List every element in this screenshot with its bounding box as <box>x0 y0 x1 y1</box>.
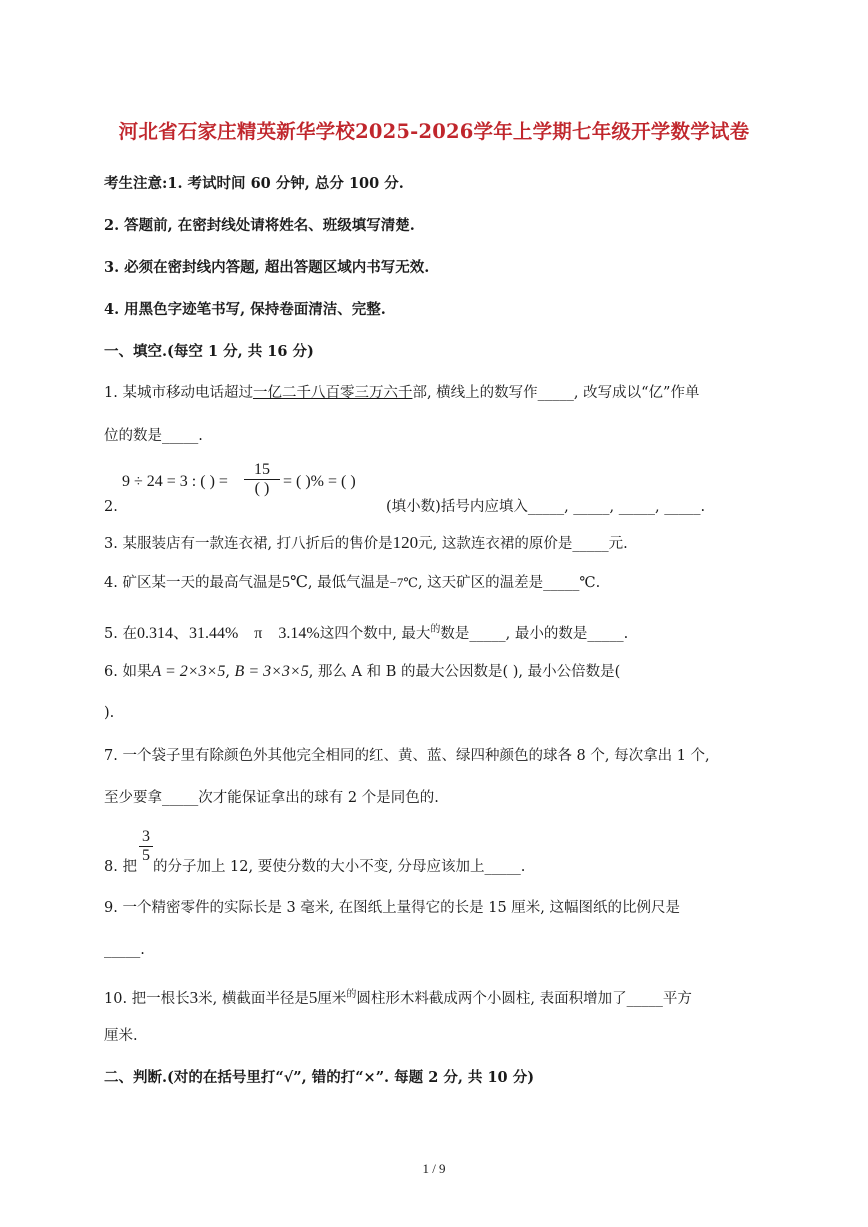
question-6-line-2: ). <box>104 705 115 721</box>
notice-3: 3. 必须在密封线内答题, 超出答题区域内书写无效. <box>104 259 430 276</box>
q8-fraction-numerator: 3 <box>139 828 153 847</box>
q6-prefix: 6. 如果 <box>104 664 152 680</box>
q4-mid: , 最低气温是 <box>307 575 390 591</box>
q5-mid: 这四个数中, 最大 <box>319 625 431 642</box>
q3-suffix: 元, 这款连衣裙的原价是_____元. <box>418 536 628 552</box>
q4-prefix: 4. 矿区某一天的最高气温是 <box>104 575 282 591</box>
question-3 <box>104 533 628 554</box>
q5-values: 0.314、31.44% π 3.14% <box>136 624 320 642</box>
q6-expr-a: A = 2×3×5 <box>151 663 226 680</box>
question-9-line-2: _____. <box>104 942 145 958</box>
q2-expression-right: = ( )% = ( ) <box>283 473 356 490</box>
q10-radius: 5 <box>308 987 318 1007</box>
q6-suffix: , 那么 A 和 B 的最大公因数是( ), 最小公倍数是( <box>308 664 621 680</box>
section-1-heading: 一、填空.(每空 1 分, 共 16 分) <box>104 343 314 360</box>
section-2-heading: 二、判断.(对的在括号里打“√”, 错的打“×”. 每题 2 分, 共 10 分) <box>104 1069 535 1086</box>
q8-suffix: 的分子加上 12, 要使分数的大小不变, 分母应该加上_____. <box>152 859 526 875</box>
q8-fraction-denominator: 5 <box>142 847 150 864</box>
q1-prefix: 1. 某城市移动电话超过 <box>104 385 253 401</box>
q3-price: 120 <box>392 533 419 552</box>
q3-prefix: 3. 某服装店有一款连衣裙, 打八折后的售价是 <box>104 536 393 552</box>
question-7-line-2: 至少要拿_____次才能保证拿出的球有 2 个是同色的. <box>104 790 439 806</box>
q6-separator: , <box>225 664 230 680</box>
q2-fraction <box>244 461 280 498</box>
question-6 <box>104 662 620 682</box>
q6-expr-b: B = 3×3×5 <box>234 663 309 680</box>
q5-superscript: 的 <box>430 624 441 635</box>
q4-high-temp: 5℃ <box>281 574 308 591</box>
question-10-line-2: 厘米. <box>104 1028 138 1044</box>
q2-number: 2. <box>104 499 118 515</box>
notice-2: 2. 答题前, 在密封线处请将姓名、班级填写清楚. <box>104 217 415 234</box>
question-8 <box>104 857 525 877</box>
q10-mid: 米, 横截面半径是 <box>198 990 309 1007</box>
q10-mid2: 厘米 <box>317 990 347 1007</box>
notice-1: 考生注意:1. 考试时间 60 分钟, 总分 100 分. <box>104 175 404 192</box>
q10-prefix: 10. 把一根长 <box>104 990 190 1007</box>
q1-suffix: 部, 横线上的数写作_____, 改写成以“亿”作单 <box>412 385 700 401</box>
question-9-line-1: 9. 一个精密零件的实际长是 3 毫米, 在图纸上量得它的长是 15 厘米, 这幅图纸的比例尺是 <box>104 900 680 916</box>
exam-title: 河北省石家庄精英新华学校2025-2026学年上学期七年级开学数学试卷 <box>118 120 750 143</box>
question-5 <box>104 620 628 644</box>
question-1 <box>104 383 699 403</box>
q4-suffix: , 这天矿区的温差是_____℃. <box>417 575 601 591</box>
question-1-line-2: 位的数是_____. <box>104 428 203 444</box>
q5-prefix: 5. 在 <box>104 625 137 642</box>
q5-suffix: 数是_____, 最小的数是_____. <box>440 625 629 642</box>
question-7-line-1: 7. 一个袋子里有除颜色外其他完全相同的红、黄、蓝、绿四种颜色的球各 8 个, 每次拿出 1 个, <box>104 748 710 764</box>
q2-fraction-numerator: 15 <box>244 461 280 480</box>
page-number: 1 / 9 <box>422 1161 446 1176</box>
q10-superscript: 的 <box>346 989 357 1000</box>
notice-4: 4. 用黑色字迹笔书写, 保持卷面清洁、完整. <box>104 301 386 318</box>
q1-underlined-number: 一亿二千八百零三万六千 <box>252 385 413 401</box>
question-4 <box>104 573 600 593</box>
q10-length: 3 <box>189 987 199 1007</box>
q8-prefix: 8. 把 <box>104 859 137 875</box>
question-10 <box>104 985 692 1009</box>
q4-low-temp: −7℃ <box>389 575 418 590</box>
q10-suffix: 圆柱形木料截成两个小圆柱, 表面积增加了_____平方 <box>356 990 692 1007</box>
q2-tail: (填小数)括号内应填入_____, _____, _____, _____. <box>386 499 706 515</box>
q2-expression-left: 9 ÷ 24 = 3 : ( ) = <box>122 473 228 490</box>
q2-fraction-denominator: ( ) <box>254 480 270 497</box>
